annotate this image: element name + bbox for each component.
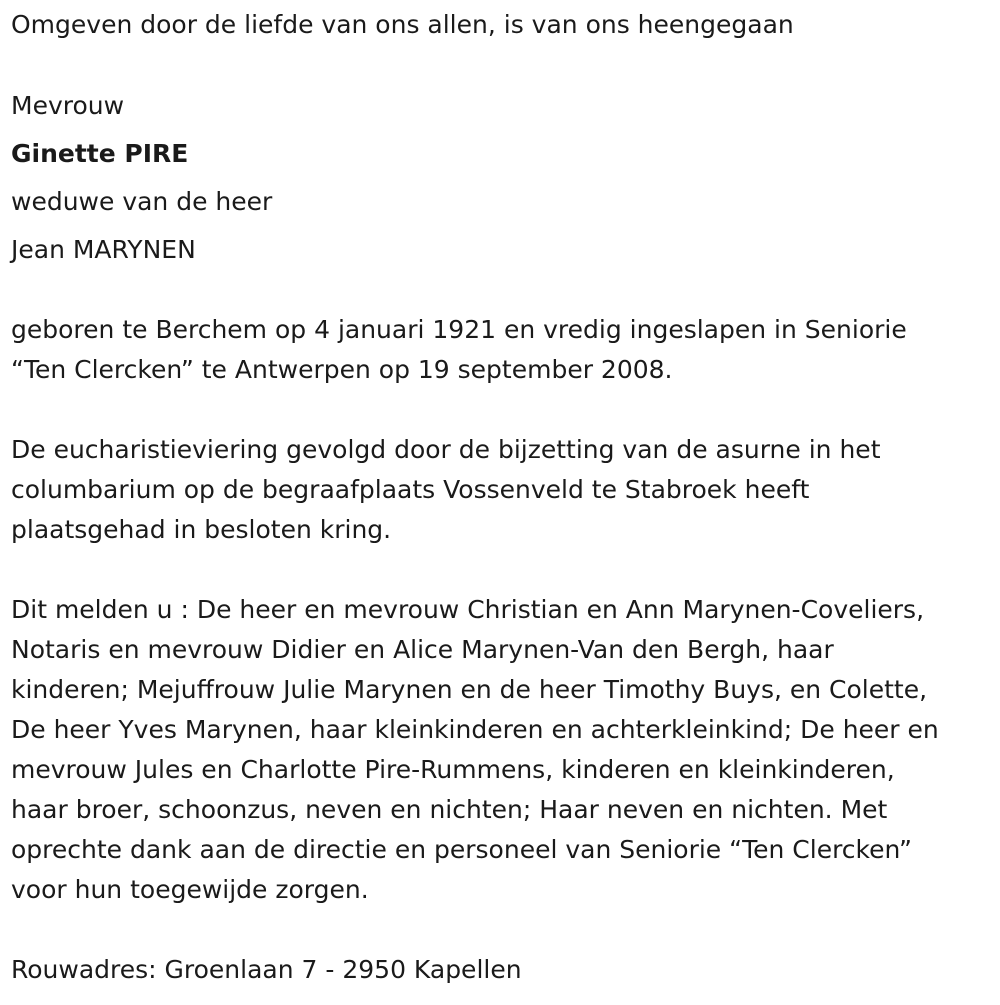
paragraph-line: Notaris en mevrouw Didier en Alice Marynen-Van den Bergh, haar	[11, 635, 834, 664]
relation-text: weduwe van de heer	[11, 187, 273, 216]
paragraph-line: mevrouw Jules en Charlotte Pire-Rummens, kinderen en kleinkinderen,	[11, 755, 895, 784]
paragraph-line: De heer Yves Marynen, haar kleinkinderen en achterkleinkind; De heer en	[11, 715, 939, 744]
paragraph-line: kinderen; Mejuffrouw Julie Marynen en de heer Timothy Buys, en Colette,	[11, 675, 928, 704]
spouse-name: Jean MARYNEN	[11, 235, 196, 264]
intro-text: Omgeven door de liefde van ons allen, is van ons heengegaan	[11, 10, 794, 39]
paragraph-line: columbarium op de begraafplaats Vossenveld te Stabroek heeft	[11, 475, 810, 504]
paragraph-line: voor hun toegewijde zorgen.	[11, 875, 369, 904]
paragraph-line: plaatsgehad in besloten kring.	[11, 515, 392, 544]
paragraph-line: Dit melden u : De heer en mevrouw Christian en Ann Marynen-Coveliers,	[11, 595, 925, 624]
honorific: Mevrouw	[11, 91, 125, 120]
paragraph-line: De eucharistieviering gevolgd door de bijzetting van de asurne in het	[11, 435, 881, 464]
mourning-address: Rouwadres: Groenlaan 7 - 2950 Kapellen	[11, 955, 522, 984]
birth-death-paragraph	[11, 310, 996, 390]
paragraph-line: geboren te Berchem op 4 januari 1921 en vredig ingeslapen in Seniorie	[11, 315, 907, 344]
paragraph-line: oprechte dank aan de directie en personeel van Seniorie “Ten Clercken”	[11, 835, 912, 864]
paragraph-line: haar broer, schoonzus, neven en nichten; Haar neven en nichten. Met	[11, 795, 888, 824]
deceased-name: Ginette PIRE	[11, 139, 189, 168]
paragraph-line: “Ten Clercken” te Antwerpen op 19 september 2008.	[11, 355, 673, 384]
ceremony-paragraph	[11, 430, 996, 550]
announcement-paragraph	[11, 590, 996, 910]
